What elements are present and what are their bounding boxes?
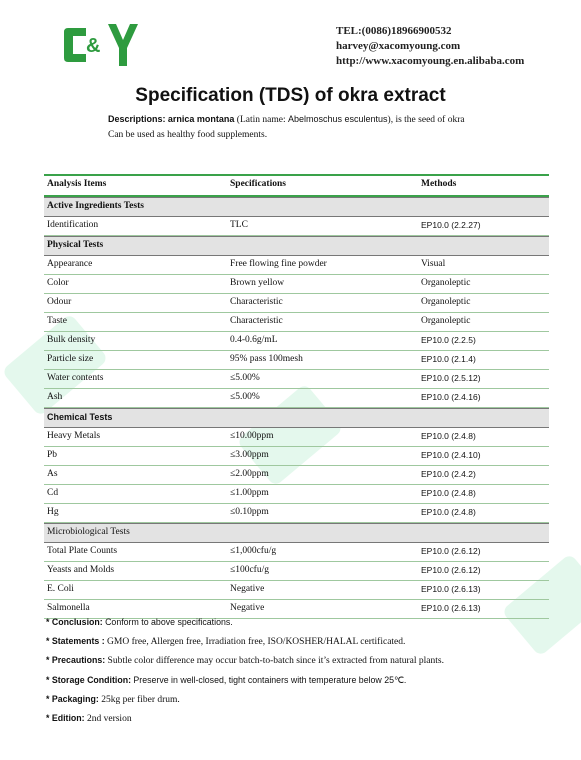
cell-method: EP10.0 (2.4.10) bbox=[421, 450, 481, 460]
header-analysis-items: Analysis Items bbox=[47, 179, 107, 189]
svg-text:&: & bbox=[86, 35, 101, 57]
contact-block bbox=[336, 24, 524, 69]
note-storage: * Storage Condition: Preserve in well-closed, tight containers with temperature below 25℃. bbox=[46, 674, 407, 685]
cell-method: Organoleptic bbox=[421, 297, 471, 307]
cell-method: EP10.0 (2.1.4) bbox=[421, 354, 476, 364]
cell-method: EP10.0 (2.4.8) bbox=[421, 431, 476, 441]
cell-method: EP10.0 (2.4.2) bbox=[421, 469, 476, 479]
table-row bbox=[44, 504, 549, 523]
cell-spec: Characteristic bbox=[230, 316, 283, 326]
cell-spec: ≤3.00ppm bbox=[230, 450, 269, 460]
cell-spec: ≤10.00ppm bbox=[230, 431, 274, 441]
cell-item: Salmonella bbox=[47, 603, 90, 613]
cell-item: Yeasts and Molds bbox=[47, 565, 115, 575]
cell-method: EP10.0 (2.6.12) bbox=[421, 565, 481, 575]
section-header bbox=[44, 197, 549, 217]
notes-block bbox=[46, 613, 444, 728]
table-row bbox=[44, 543, 549, 562]
table-row bbox=[44, 447, 549, 466]
cell-item: Bulk density bbox=[47, 335, 96, 345]
description bbox=[108, 112, 465, 143]
cell-item: As bbox=[47, 469, 58, 479]
cell-item: Particle size bbox=[47, 354, 94, 364]
section-title: Active Ingredients Tests bbox=[47, 201, 144, 211]
table-row bbox=[44, 351, 549, 370]
cell-spec: ≤2.00ppm bbox=[230, 469, 269, 479]
table-row bbox=[44, 428, 549, 447]
header-methods: Methods bbox=[421, 179, 457, 189]
contact-website[interactable]: http://www.xacomyoung.en.alibaba.com bbox=[336, 55, 525, 67]
cell-spec: Characteristic bbox=[230, 297, 283, 307]
cell-spec: ≤0.10ppm bbox=[230, 507, 269, 517]
cell-spec: ≤5.00% bbox=[230, 373, 260, 383]
cell-method: Organoleptic bbox=[421, 316, 471, 326]
cell-item: Color bbox=[47, 278, 69, 288]
table-row bbox=[44, 389, 549, 408]
note-packaging: * Packaging: 25kg per fiber drum. bbox=[46, 693, 180, 705]
description-latin-prefix: (Latin name: bbox=[236, 115, 286, 125]
table-body bbox=[44, 197, 549, 619]
table-row bbox=[44, 466, 549, 485]
cell-spec: 95% pass 100mesh bbox=[230, 354, 303, 364]
cell-item: E. Coli bbox=[47, 584, 74, 594]
description-label: Descriptions: bbox=[108, 114, 166, 124]
cell-method: EP10.0 (2.4.8) bbox=[421, 488, 476, 498]
cell-spec: ≤5.00% bbox=[230, 392, 260, 402]
cell-item: Heavy Metals bbox=[47, 431, 101, 441]
note-edition: * Edition: 2nd version bbox=[46, 713, 132, 725]
cell-spec: ≤1.00ppm bbox=[230, 488, 269, 498]
cell-spec: Negative bbox=[230, 603, 265, 613]
note-precautions: * Precautions: Subtle color difference may occur batch-to-batch since it’s extracted from natural plants. bbox=[46, 655, 444, 667]
description-line2: Can be used as healthy food supplements. bbox=[108, 130, 268, 140]
cell-spec: Negative bbox=[230, 584, 265, 594]
cell-item: Water contents bbox=[47, 373, 104, 383]
description-latin-suffix: ), is the seed of okra bbox=[387, 115, 465, 125]
description-name: arnica montana bbox=[167, 114, 235, 124]
description-latin-name: Abelmoschus esculentus bbox=[287, 114, 388, 124]
cell-item: Hg bbox=[47, 507, 59, 517]
cell-item: Ash bbox=[47, 392, 63, 402]
cell-method: EP10.0 (2.4.8) bbox=[421, 507, 476, 517]
table-row bbox=[44, 217, 549, 236]
table-row bbox=[44, 562, 549, 581]
table-row bbox=[44, 256, 549, 275]
cell-spec: Brown yellow bbox=[230, 278, 285, 288]
cell-item: Identification bbox=[47, 220, 99, 230]
table-row bbox=[44, 581, 549, 600]
spec-table bbox=[44, 174, 549, 619]
cell-method: EP10.0 (2.4.16) bbox=[421, 392, 481, 402]
cell-method: EP10.0 (2.5.12) bbox=[421, 373, 481, 383]
cell-item: Appearance bbox=[47, 259, 93, 269]
section-title: Physical Tests bbox=[47, 240, 104, 250]
section-header bbox=[44, 236, 549, 256]
cell-spec: TLC bbox=[230, 220, 248, 230]
table-row bbox=[44, 313, 549, 332]
cell-item: Cd bbox=[47, 488, 59, 498]
contact-tel: TEL:(0086)18966900532 bbox=[336, 25, 452, 37]
section-header bbox=[44, 408, 549, 428]
cell-item: Total Plate Counts bbox=[47, 546, 118, 556]
cell-item: Odour bbox=[47, 297, 72, 307]
contact-email[interactable]: harvey@xacomyoung.com bbox=[336, 40, 461, 52]
cell-method: EP10.0 (2.2.27) bbox=[421, 220, 481, 230]
cell-method: Visual bbox=[421, 259, 446, 269]
page-title: Specification (TDS) of okra extract bbox=[135, 85, 446, 106]
note-conclusion: * Conclusion: Conform to above specifications. bbox=[46, 617, 233, 627]
company-logo bbox=[62, 18, 142, 70]
note-statements: * Statements : GMO free, Allergen free, Irradiation free, ISO/KOSHER/HALAL certificated. bbox=[46, 636, 406, 648]
cell-method: EP10.0 (2.6.12) bbox=[421, 546, 481, 556]
header-specifications: Specifications bbox=[230, 179, 286, 189]
cell-method: EP10.0 (2.6.13) bbox=[421, 603, 481, 613]
cell-spec: 0.4-0.6g/mL bbox=[230, 335, 278, 345]
table-row bbox=[44, 485, 549, 504]
section-title: Microbiological Tests bbox=[47, 527, 130, 537]
table-row bbox=[44, 332, 549, 351]
cell-spec: ≤1,000cfu/g bbox=[230, 546, 277, 556]
cell-item: Pb bbox=[47, 450, 58, 460]
table-row bbox=[44, 275, 549, 294]
cell-method: EP10.0 (2.6.13) bbox=[421, 584, 481, 594]
cell-method: Organoleptic bbox=[421, 278, 471, 288]
cell-spec: ≤100cfu/g bbox=[230, 565, 269, 575]
table-row bbox=[44, 370, 549, 389]
table-row bbox=[44, 294, 549, 313]
section-header bbox=[44, 523, 549, 543]
cell-spec: Free flowing fine powder bbox=[230, 259, 327, 269]
cell-method: EP10.0 (2.2.5) bbox=[421, 335, 476, 345]
table-header-row bbox=[44, 176, 549, 197]
section-title: Chemical Tests bbox=[47, 412, 113, 422]
cell-item: Taste bbox=[47, 316, 67, 326]
